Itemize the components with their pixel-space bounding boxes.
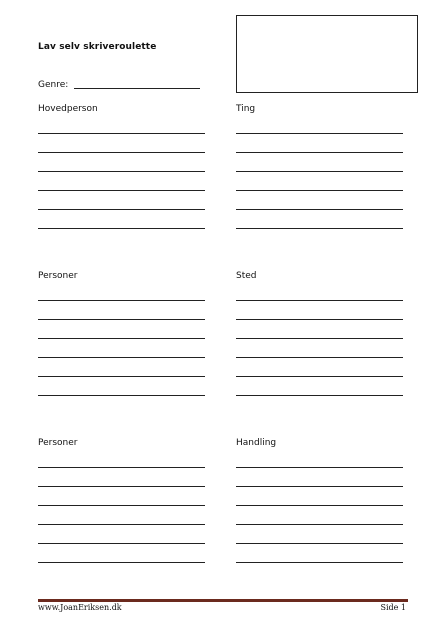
footer-page-number: Side 1 (380, 603, 406, 612)
write-line[interactable] (236, 339, 403, 358)
section-hovedperson (38, 103, 205, 229)
write-line[interactable] (38, 191, 205, 210)
write-line[interactable] (38, 358, 205, 377)
write-line[interactable] (236, 449, 403, 468)
write-line[interactable] (38, 320, 205, 339)
section-label: Ting (236, 104, 256, 114)
write-line[interactable] (38, 172, 205, 191)
write-line[interactable] (236, 210, 403, 229)
write-line[interactable] (38, 525, 205, 544)
write-line[interactable] (236, 525, 403, 544)
footer-rule (38, 599, 408, 602)
write-line[interactable] (38, 487, 205, 506)
section-sted (236, 270, 403, 396)
write-line[interactable] (236, 282, 403, 301)
genre-label: Genre: (38, 80, 69, 90)
write-line[interactable] (236, 358, 403, 377)
write-line[interactable] (236, 134, 403, 153)
write-line[interactable] (38, 377, 205, 396)
picture-box (236, 15, 418, 93)
write-line[interactable] (236, 115, 403, 134)
write-line[interactable] (38, 282, 205, 301)
write-line[interactable] (236, 172, 403, 191)
write-line[interactable] (236, 153, 403, 172)
write-line[interactable] (38, 339, 205, 358)
genre-row (38, 80, 200, 90)
section-ting (236, 103, 403, 229)
write-line[interactable] (236, 191, 403, 210)
write-line[interactable] (236, 320, 403, 339)
section-personer-2 (38, 437, 205, 563)
section-label: Hovedperson (38, 104, 98, 114)
write-line[interactable] (38, 153, 205, 172)
write-line[interactable] (38, 468, 205, 487)
write-line[interactable] (38, 449, 205, 468)
write-line[interactable] (236, 506, 403, 525)
section-label: Handling (236, 438, 277, 448)
write-line[interactable] (38, 506, 205, 525)
section-label: Personer (38, 438, 78, 448)
section-personer-1 (38, 270, 205, 396)
section-label: Personer (38, 271, 78, 281)
write-line[interactable] (38, 210, 205, 229)
section-handling (236, 437, 403, 563)
genre-line[interactable] (74, 87, 200, 89)
write-line[interactable] (38, 115, 205, 134)
write-line[interactable] (236, 544, 403, 563)
section-label: Sted (236, 271, 257, 281)
write-line[interactable] (236, 377, 403, 396)
page-title: Lav selv skriveroulette (38, 42, 157, 52)
write-line[interactable] (38, 301, 205, 320)
write-line[interactable] (38, 544, 205, 563)
write-line[interactable] (236, 301, 403, 320)
write-line[interactable] (236, 468, 403, 487)
write-line[interactable] (38, 134, 205, 153)
write-line[interactable] (236, 487, 403, 506)
footer-website: www.JoanEriksen.dk (38, 603, 122, 612)
